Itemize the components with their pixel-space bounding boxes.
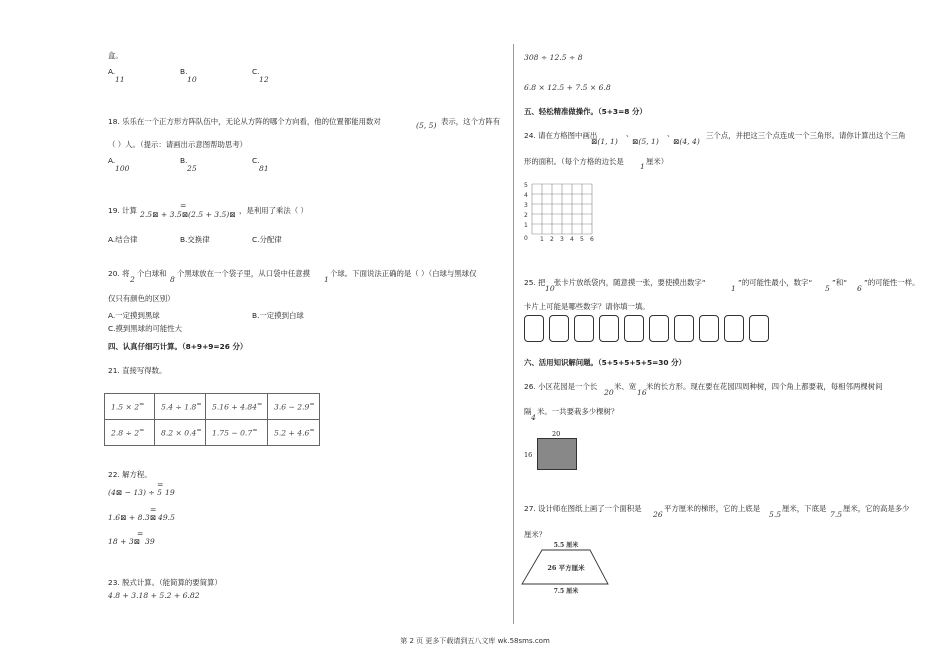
table-cell: 5.2 + 4.6= — [268, 420, 320, 446]
q22-eq1-left: (4⊠ − 13) ÷ 5 — [108, 488, 162, 497]
trapezoid-bottom-label: 7.5 厘米 — [553, 588, 579, 595]
q22-eq1-eqsign: = — [157, 480, 164, 489]
q25-and: ”和“ — [832, 278, 848, 287]
q17-option-a-value: 11 — [115, 75, 125, 84]
grid-x-label: 3 — [560, 236, 564, 243]
q18-pair: (5, 5) — [416, 121, 437, 130]
grid-x-label: 1 — [540, 236, 544, 243]
q17-option-b-label: B. — [180, 67, 188, 76]
q27-line2: 厘米？ — [524, 530, 547, 539]
q26-text-a: 26. 小区花园是一个长 — [524, 382, 598, 391]
q22-eq3-left: 18 + 3⊠ — [108, 537, 141, 546]
q20-option-b: B.一定摸到白球 — [252, 311, 304, 320]
column-divider — [513, 44, 514, 624]
q23-label: 23. 脱式计算。（能简算的要简算） — [108, 578, 222, 587]
q22-eq1-right: 19 — [165, 488, 175, 497]
card-answer-box[interactable] — [599, 315, 619, 342]
q20-option-c: C.摸到黑球的可能性大 — [108, 324, 183, 333]
q19-option-a: A.结合律 — [108, 235, 138, 244]
q20-num-white: 2 — [130, 275, 135, 284]
grid-y-label: 3 — [524, 202, 528, 209]
q17-option-c-value: 12 — [259, 75, 269, 84]
section-6-title: 六、活用知识解问题。（5+5+5+5+5=30 分） — [524, 358, 686, 367]
q18-option-c-label: C. — [252, 156, 260, 165]
q23-expr2: 308 ÷ 12.5 ÷ 8 — [524, 53, 583, 62]
q25-text-b: 张卡片放纸袋内，随意摸一张，要使摸出数字“ — [554, 278, 706, 287]
q25-digit-6: 6 — [857, 284, 862, 293]
q24-sep2: 、 — [667, 129, 675, 138]
q17-option-b-value: 10 — [187, 75, 197, 84]
q20-line2: 仅只有颜色的区别） — [108, 294, 175, 303]
q23-expr3: 6.8 × 12.5 + 7.5 × 6.8 — [524, 83, 611, 92]
card-answer-box[interactable] — [674, 315, 694, 342]
q17-tail: 盒。 — [108, 51, 123, 60]
q24-sep1: 、 — [626, 129, 634, 138]
q18-line1-b: 表示，这个方阵有 — [441, 117, 501, 126]
q25-text-c: ”的可能性最小，数字“ — [738, 278, 813, 287]
q18-option-a-value: 100 — [115, 164, 130, 173]
grid-y-label: 2 — [524, 212, 528, 219]
card-answer-box[interactable] — [524, 315, 544, 342]
q21-table — [104, 393, 320, 446]
q22-eq3-right: 39 — [145, 537, 155, 546]
q27-area: 26 — [653, 510, 663, 519]
q20-num-black: 8 — [170, 275, 175, 284]
q26-text-c: 米的长方形。现在要在花园四周种树，四个角上都要栽，每相邻两棵树间 — [646, 382, 883, 391]
q25-text-e: ”的可能性一样。 — [864, 278, 920, 287]
q19-expr1: 2.5⊠ + 3.5⊠ — [140, 210, 189, 219]
q18-option-a-label: A. — [108, 156, 116, 165]
q24-text-b: 三个点，并把这三个点连成一个三角形。请你计算出这个三角 — [706, 131, 906, 140]
table-row — [105, 394, 320, 420]
grid-x-label: 2 — [550, 236, 554, 243]
q19-option-c: C.分配律 — [252, 235, 282, 244]
q27-text-d: 厘米，它的高是多少 — [843, 504, 910, 513]
q27-text-c: 厘米，下底是 — [782, 504, 827, 513]
q24-point-c: ⊠(4, 4) — [673, 137, 700, 146]
q19-eq: = — [180, 201, 187, 210]
q18-line2: （ ）人。（提示：请画出示意图帮助思考） — [108, 140, 248, 149]
q20-text-c: 个黑球放在一个袋子里，从口袋中任意摸 — [177, 269, 311, 278]
grid-y-label: 4 — [524, 192, 528, 199]
q25-text-a: 25. 把 — [524, 278, 546, 287]
rect-top-label: 20 — [552, 430, 561, 438]
grid-origin-label: 0 — [524, 235, 528, 242]
q22-eq2-right: 49.5 — [158, 513, 175, 522]
q27-top-base: 5.5 — [769, 510, 782, 519]
q26-text-b: 米、宽 — [614, 382, 637, 391]
card-answer-box[interactable] — [699, 315, 719, 342]
q24-point-a: ⊠(1, 1) — [591, 137, 618, 146]
q18-option-c-value: 81 — [259, 164, 269, 173]
grid-y-label: 5 — [524, 182, 528, 189]
table-cell: 5.16 + 4.84= — [206, 394, 268, 420]
q19-text-a: 19. 计算 — [108, 206, 137, 215]
q23-expr: 4.8 + 3.18 + 5.2 + 6.82 — [108, 591, 200, 600]
q22-eq3-eqsign: = — [137, 529, 144, 538]
table-cell: 1.75 − 0.7= — [206, 420, 268, 446]
q25-line2: 卡片上可能是哪些数字？请你填一填。 — [524, 302, 650, 311]
table-cell: 2.8 ÷ 2= — [105, 420, 155, 446]
q24-point-b: ⊠(5, 1) — [632, 137, 659, 146]
q24-one: 1 — [640, 162, 645, 171]
q18-option-b-label: B. — [180, 156, 188, 165]
q22-label: 22. 解方程。 — [108, 470, 152, 479]
table-cell: 3.6 − 2.9= — [268, 394, 320, 420]
card-answer-box[interactable] — [549, 315, 569, 342]
q24-line2-b: 厘米） — [646, 157, 669, 166]
section-5-title: 五、轻松精准做操作。（5+3=8 分） — [524, 107, 647, 116]
card-answer-box[interactable] — [649, 315, 669, 342]
q26-length: 20 — [604, 388, 614, 397]
section-4-title: 四、认真仔细巧计算。（8+9+9=26 分） — [108, 342, 248, 351]
card-answer-box[interactable] — [724, 315, 744, 342]
grid-x-label: 4 — [570, 236, 574, 243]
table-cell: 5.4 ÷ 1.8= — [155, 394, 206, 420]
q22-eq2-eqsign: = — [150, 505, 157, 514]
q26-text-e: 米。一共要栽多少棵树？ — [537, 407, 619, 416]
q27-bottom-base: 7.5 — [830, 510, 843, 519]
trapezoid-area-label: 26 平方厘米 — [547, 564, 585, 572]
q25-num-cards: 10 — [545, 284, 555, 293]
q25-digit-5: 5 — [825, 284, 830, 293]
q20-text-a: 20. 将 — [108, 269, 130, 278]
q20-num-draw: 1 — [324, 275, 329, 284]
grid-x-label: 6 — [590, 236, 594, 243]
table-cell: 8.2 × 0.4= — [155, 420, 206, 446]
q20-option-a: A.一定摸到黑球 — [108, 311, 160, 320]
grid-y-label: 1 — [524, 222, 528, 229]
q22-eq2-left: 1.6⊠ + 8.3⊠ — [108, 513, 157, 522]
card-answer-box[interactable] — [574, 315, 594, 342]
grid-x-label: 5 — [580, 236, 584, 243]
garden-rectangle — [537, 438, 577, 470]
table-row — [105, 420, 320, 446]
q20-text-b: 个白球和 — [137, 269, 167, 278]
q25-card-boxes — [524, 315, 769, 342]
q20-text-d: 个球。下面说法正确的是（ ）（白球与黑球仅 — [330, 269, 477, 278]
q21-label: 21. 直接写得数。 — [108, 366, 167, 375]
rect-left-label: 16 — [524, 451, 533, 459]
page-footer: 第 2 页 更多下载请到五八文库 wk.58sms.com — [400, 637, 550, 645]
q27-text-b: 平方厘米的梯形，它的上底是 — [664, 504, 761, 513]
q19-expr2: (2.5 + 3.5)⊠ — [188, 210, 236, 219]
card-answer-box[interactable] — [749, 315, 769, 342]
card-answer-box[interactable] — [624, 315, 644, 342]
trapezoid-top-label: 5.5 厘米 — [553, 542, 579, 549]
q18-option-b-value: 25 — [187, 164, 197, 173]
q25-digit-1: 1 — [731, 284, 736, 293]
q17-option-a-label: A. — [108, 67, 116, 76]
coordinate-grid — [518, 178, 608, 244]
q26-text-d: 隔 — [524, 407, 532, 416]
q24-text-a: 24. 请在方格图中画出 — [524, 131, 598, 140]
q18-line1-a: 18. 乐乐在一个正方形方阵队伍中，无论从方阵的哪个方向看，他的位置都能用数对 — [108, 117, 381, 126]
q19-text-b: ，是利用了乘法（ ） — [239, 206, 308, 215]
q17-option-c-label: C. — [252, 67, 260, 76]
q27-text-a: 27. 设计师在图纸上画了一个面积是 — [524, 504, 642, 513]
q26-width: 16 — [637, 388, 647, 397]
trapezoid-figure — [516, 538, 616, 598]
table-cell: 1.5 × 2= — [105, 394, 155, 420]
q24-line2-a: 形的面积。（每个方格的边长是 — [524, 157, 624, 166]
q26-gap: 4 — [531, 413, 536, 422]
q19-option-b: B.交换律 — [180, 235, 210, 244]
